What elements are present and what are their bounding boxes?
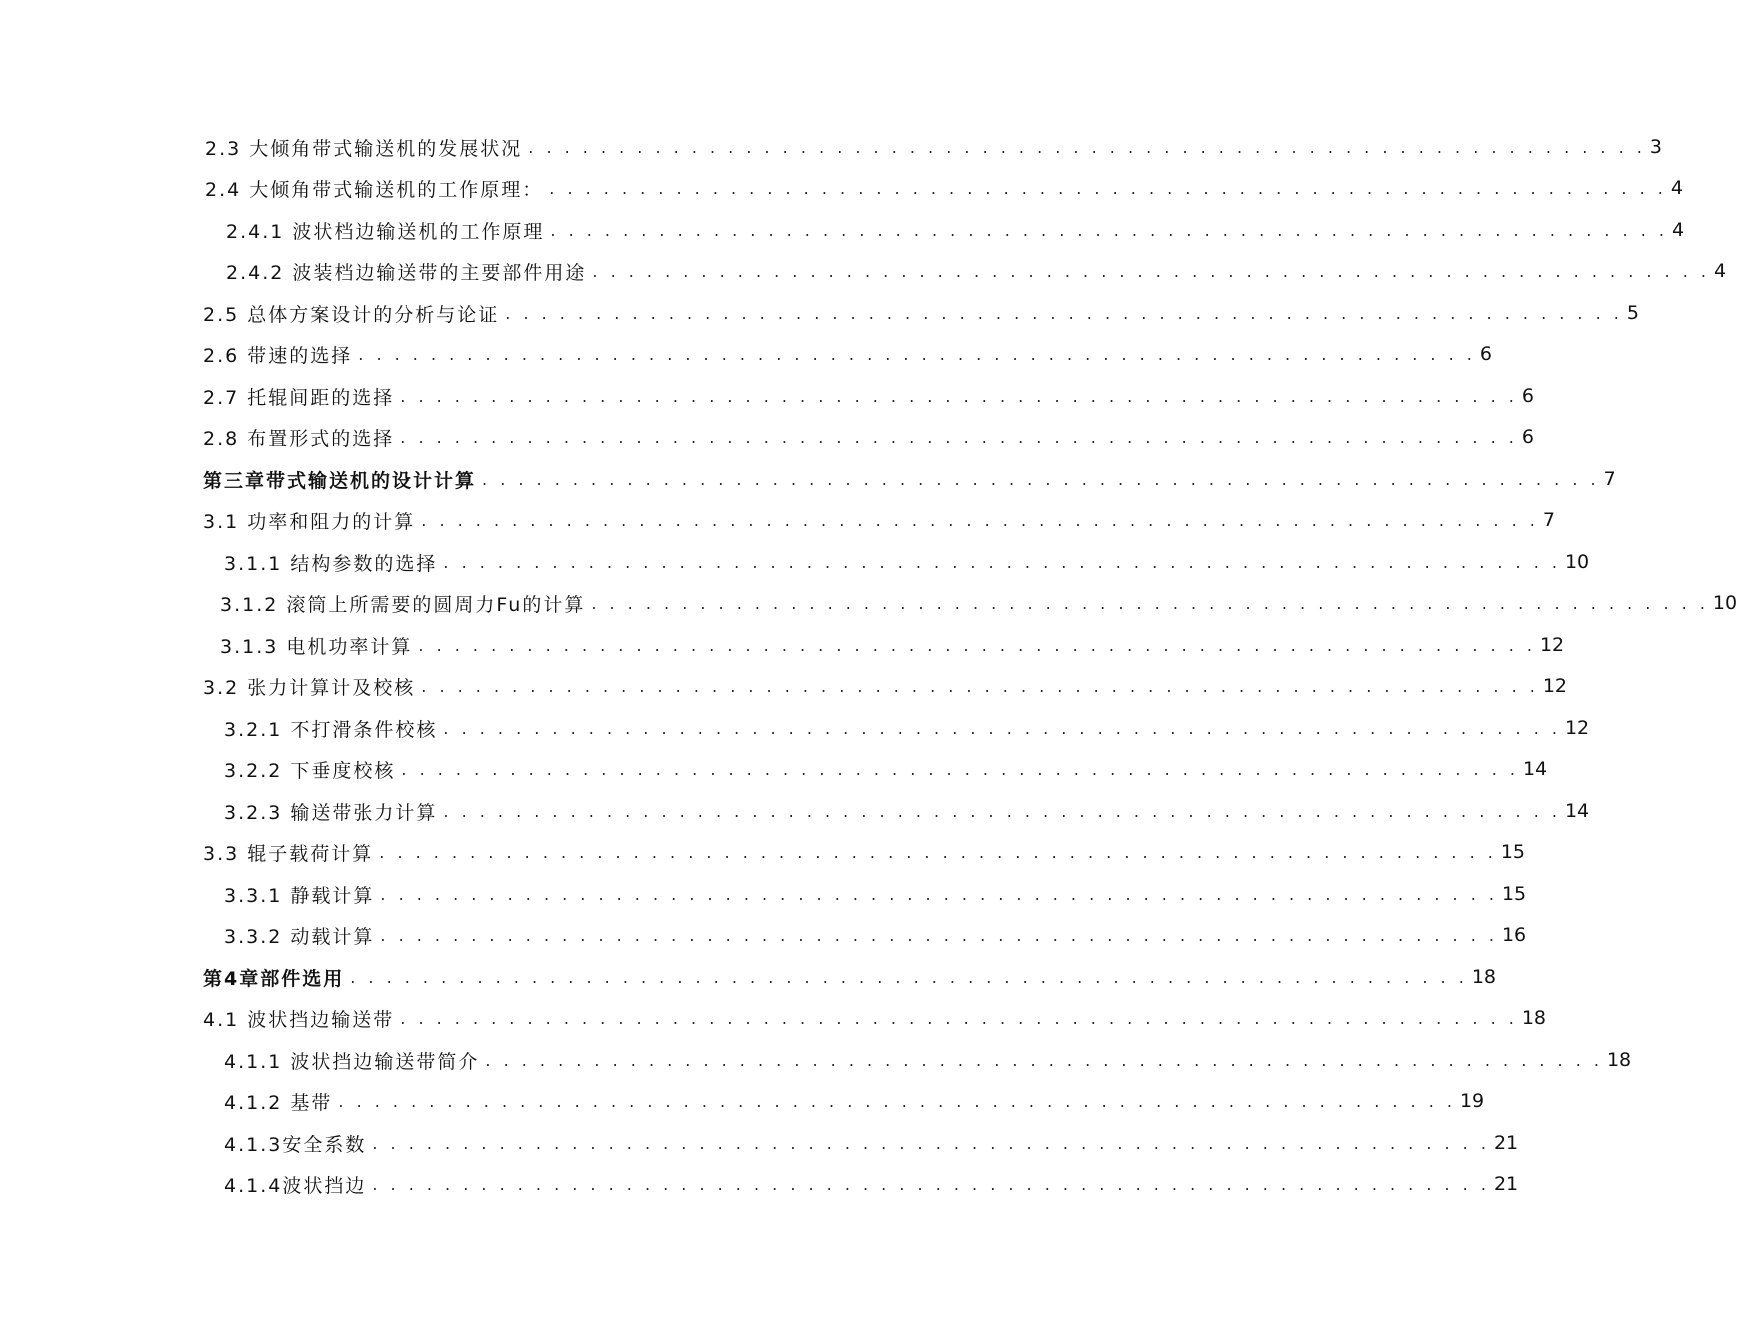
dot-leader: . . . . . . . . . . . . . . . . . . . . . . . . . . . . . . . . . . . . . . . . . . . . . . . . . . . . . . . . . . . . . .	[443, 801, 1561, 821]
toc-page-number: 4	[1713, 260, 1727, 282]
toc-entry-4-1-1[interactable]	[224, 1045, 1632, 1075]
toc-entry-3-1[interactable]	[203, 505, 1555, 535]
toc-entry-4-1-2[interactable]	[224, 1086, 1485, 1116]
toc-entry-2-3[interactable]	[205, 132, 1662, 162]
dot-leader: . . . . . . . . . . . . . . . . . . . . . . . . . . . . . . . . . . . . . . . . . . . . . . . . . . . . . . . . . . . . . .	[592, 261, 1710, 281]
toc-entry-text: 2.4.1 波状档边输送机的工作原理	[226, 220, 545, 243]
toc-entry-2-5[interactable]	[203, 298, 1639, 328]
toc-entry-3-2[interactable]	[203, 671, 1568, 701]
toc-entry-text: 3.1.3 电机功率计算	[220, 635, 413, 658]
toc-entry-2-4-1[interactable]	[226, 215, 1685, 245]
toc-page-number: 15	[1501, 883, 1527, 905]
dot-leader: . . . . . . . . . . . . . . . . . . . . . . . . . . . . . . . . . . . . . . . . . . . . . . . . . . . . . . . . . . . . . .	[443, 718, 1561, 738]
dot-leader: . . . . . . . . . . . . . . . . . . . . . . . . . . . . . . . . . . . . . . . . . . . . . . . . . . . . . . . . . . . . . .	[380, 925, 1498, 945]
toc-page-number: 14	[1564, 800, 1590, 822]
toc-entry-text: 3.3.1 静载计算	[224, 884, 375, 907]
toc-entry-2-8[interactable]	[203, 422, 1534, 452]
toc-page-number: 21	[1493, 1132, 1519, 1154]
dot-leader: . . . . . . . . . . . . . . . . . . . . . . . . . . . . . . . . . . . . . . . . . . . . . . . . . . . . . . . . . . . . . .	[350, 967, 1468, 987]
toc-entry-3-1-2[interactable]	[220, 588, 1737, 618]
toc-page-number: 18	[1471, 966, 1496, 988]
dot-leader: . . . . . . . . . . . . . . . . . . . . . . . . . . . . . . . . . . . . . . . . . . . . . . . . . . . . . . . . . . . . . .	[338, 1091, 1456, 1111]
dot-leader: . . . . . . . . . . . . . . . . . . . . . . . . . . . . . . . . . . . . . . . . . . . . . . . . . . . . . . . . . . . . . .	[482, 469, 1600, 489]
toc-entry-2-6[interactable]	[203, 339, 1492, 369]
dot-leader: . . . . . . . . . . . . . . . . . . . . . . . . . . . . . . . . . . . . . . . . . . . . . . . . . . . . . . . . . . . . . .	[421, 676, 1539, 696]
toc-entry-text: 第三章带式输送机的设计计算	[203, 469, 477, 492]
toc-entry-text: 2.4 大倾角带式输送机的工作原理：	[205, 178, 544, 201]
toc-entry-chapter-4[interactable]	[203, 962, 1496, 992]
dot-leader: . . . . . . . . . . . . . . . . . . . . . . . . . . . . . . . . . . . . . . . . . . . . . . . . . . . . . . . . . . . . . .	[591, 593, 1709, 613]
toc-entry-3-2-1[interactable]	[224, 713, 1590, 743]
toc-page-number: 10	[1564, 551, 1590, 573]
toc-entry-text: 2.4.2 波装档边输送带的主要部件用途	[226, 261, 587, 284]
toc-entry-text: 第4章部件选用	[203, 967, 345, 990]
toc-entry-2-4-2[interactable]	[226, 256, 1727, 286]
dot-leader: . . . . . . . . . . . . . . . . . . . . . . . . . . . . . . . . . . . . . . . . . . . . . . . . . . . . . . . . . . . . . .	[528, 137, 1646, 157]
toc-entry-text: 4.1.2 基带	[224, 1091, 333, 1114]
dot-leader: . . . . . . . . . . . . . . . . . . . . . . . . . . . . . . . . . . . . . . . . . . . . . . . . . . . . . . . . . . . . . .	[372, 1133, 1490, 1153]
dot-leader: . . . . . . . . . . . . . . . . . . . . . . . . . . . . . . . . . . . . . . . . . . . . . . . . . . . . . . . . . . . . . .	[418, 635, 1536, 655]
toc-page-number: 4	[1670, 177, 1683, 199]
toc-page-number: 6	[1479, 343, 1492, 365]
toc-entry-4-1[interactable]	[203, 1003, 1547, 1033]
toc-entry-3-2-2[interactable]	[224, 754, 1548, 784]
dot-leader: . . . . . . . . . . . . . . . . . . . . . . . . . . . . . . . . . . . . . . . . . . . . . . . . . . . . . . . . . . . . . .	[421, 510, 1539, 530]
toc-entry-text: 3.2.2 下垂度校核	[224, 759, 396, 782]
toc-entry-text: 3.2.1 不打滑条件校核	[224, 718, 438, 741]
dot-leader: . . . . . . . . . . . . . . . . . . . . . . . . . . . . . . . . . . . . . . . . . . . . . . . . . . . . . . . . . . . . . .	[400, 386, 1518, 406]
toc-entry-3-2-3[interactable]	[224, 796, 1590, 826]
toc-entry-3-3-1[interactable]	[224, 879, 1527, 909]
dot-leader: . . . . . . . . . . . . . . . . . . . . . . . . . . . . . . . . . . . . . . . . . . . . . . . . . . . . . . . . . . . . . .	[550, 220, 1668, 240]
toc-entry-text: 3.2.3 输送带张力计算	[224, 801, 438, 824]
toc-entry-2-4[interactable]	[205, 173, 1683, 203]
toc-page-number: 6	[1521, 426, 1534, 448]
toc-entry-3-3[interactable]	[203, 837, 1526, 867]
toc-entry-2-7[interactable]	[203, 381, 1534, 411]
toc-page-number: 21	[1493, 1173, 1519, 1195]
toc-entry-3-1-1[interactable]	[224, 547, 1590, 577]
toc-entry-text: 2.5 总体方案设计的分析与论证	[203, 303, 500, 326]
toc-entry-text: 2.8 布置形式的选择	[203, 427, 395, 450]
toc-entry-text: 4.1.4波状挡边	[224, 1174, 367, 1197]
toc-page-number: 15	[1500, 841, 1526, 863]
dot-leader: . . . . . . . . . . . . . . . . . . . . . . . . . . . . . . . . . . . . . . . . . . . . . . . . . . . . . . . . . . . . . .	[380, 884, 1498, 904]
toc-entry-3-3-2[interactable]	[224, 920, 1527, 950]
toc-entry-text: 4.1.1 波状挡边输送带简介	[224, 1050, 480, 1073]
dot-leader: . . . . . . . . . . . . . . . . . . . . . . . . . . . . . . . . . . . . . . . . . . . . . . . . . . . . . . . . . . . . . .	[400, 1008, 1518, 1028]
dot-leader: . . . . . . . . . . . . . . . . . . . . . . . . . . . . . . . . . . . . . . . . . . . . . . . . . . . . . . . . . . . . . .	[400, 427, 1518, 447]
dot-leader: . . . . . . . . . . . . . . . . . . . . . . . . . . . . . . . . . . . . . . . . . . . . . . . . . . . . . . . . . . . . . .	[358, 344, 1476, 364]
dot-leader: . . . . . . . . . . . . . . . . . . . . . . . . . . . . . . . . . . . . . . . . . . . . . . . . . . . . . . . . . . . . . .	[443, 552, 1561, 572]
toc-entry-text: 2.7 托辊间距的选择	[203, 386, 395, 409]
toc-page-number: 18	[1606, 1049, 1632, 1071]
dot-leader: . . . . . . . . . . . . . . . . . . . . . . . . . . . . . . . . . . . . . . . . . . . . . . . . . . . . . . . . . . . . . .	[401, 759, 1519, 779]
toc-page-number: 3	[1649, 136, 1662, 158]
toc-entry-text: 4.1.3安全系数	[224, 1133, 367, 1156]
toc-entry-chapter-3[interactable]	[203, 464, 1616, 494]
toc-page-number: 12	[1542, 675, 1568, 697]
toc-entry-4-1-3[interactable]	[224, 1128, 1519, 1158]
toc-entry-text: 3.2 张力计算计及校核	[203, 676, 416, 699]
toc-page-number: 16	[1501, 924, 1527, 946]
toc-page-number: 7	[1542, 509, 1555, 531]
toc-page-number: 10	[1712, 592, 1737, 614]
dot-leader: . . . . . . . . . . . . . . . . . . . . . . . . . . . . . . . . . . . . . . . . . . . . . . . . . . . . . . . . . . . . . .	[505, 303, 1623, 323]
toc-page-number: 6	[1521, 385, 1534, 407]
toc-entry-3-1-3[interactable]	[220, 630, 1565, 660]
toc-entry-text: 3.3.2 动载计算	[224, 925, 375, 948]
dot-leader: . . . . . . . . . . . . . . . . . . . . . . . . . . . . . . . . . . . . . . . . . . . . . . . . . . . . . . . . . . . . . .	[485, 1050, 1603, 1070]
toc-page-number: 18	[1521, 1007, 1547, 1029]
toc-entry-text: 3.1.1 结构参数的选择	[224, 552, 438, 575]
toc-entry-text: 3.3 辊子载荷计算	[203, 842, 374, 865]
toc-page-number: 12	[1564, 717, 1590, 739]
toc-page-number: 4	[1671, 219, 1685, 241]
toc-page-number: 19	[1459, 1090, 1485, 1112]
toc-entry-text: 2.3 大倾角带式输送机的发展状况	[205, 137, 523, 160]
toc-entry-text: 2.6 带速的选择	[203, 344, 353, 367]
dot-leader: . . . . . . . . . . . . . . . . . . . . . . . . . . . . . . . . . . . . . . . . . . . . . . . . . . . . . . . . . . . . . .	[379, 842, 1497, 862]
dot-leader: . . . . . . . . . . . . . . . . . . . . . . . . . . . . . . . . . . . . . . . . . . . . . . . . . . . . . . . . . . . . . .	[549, 178, 1667, 198]
toc-page-number: 14	[1522, 758, 1548, 780]
toc-entry-text: 4.1 波状挡边输送带	[203, 1008, 395, 1031]
toc-page-number: 5	[1626, 302, 1639, 324]
toc-entry-text: 3.1 功率和阻力的计算	[203, 510, 416, 533]
toc-page-number: 12	[1539, 634, 1565, 656]
toc-page-number: 7	[1603, 468, 1616, 490]
toc-entry-text: 3.1.2 滚筒上所需要的圆周力Fu的计算	[220, 593, 586, 616]
toc-entry-4-1-4[interactable]	[224, 1169, 1519, 1199]
dot-leader: . . . . . . . . . . . . . . . . . . . . . . . . . . . . . . . . . . . . . . . . . . . . . . . . . . . . . . . . . . . . . .	[372, 1174, 1490, 1194]
